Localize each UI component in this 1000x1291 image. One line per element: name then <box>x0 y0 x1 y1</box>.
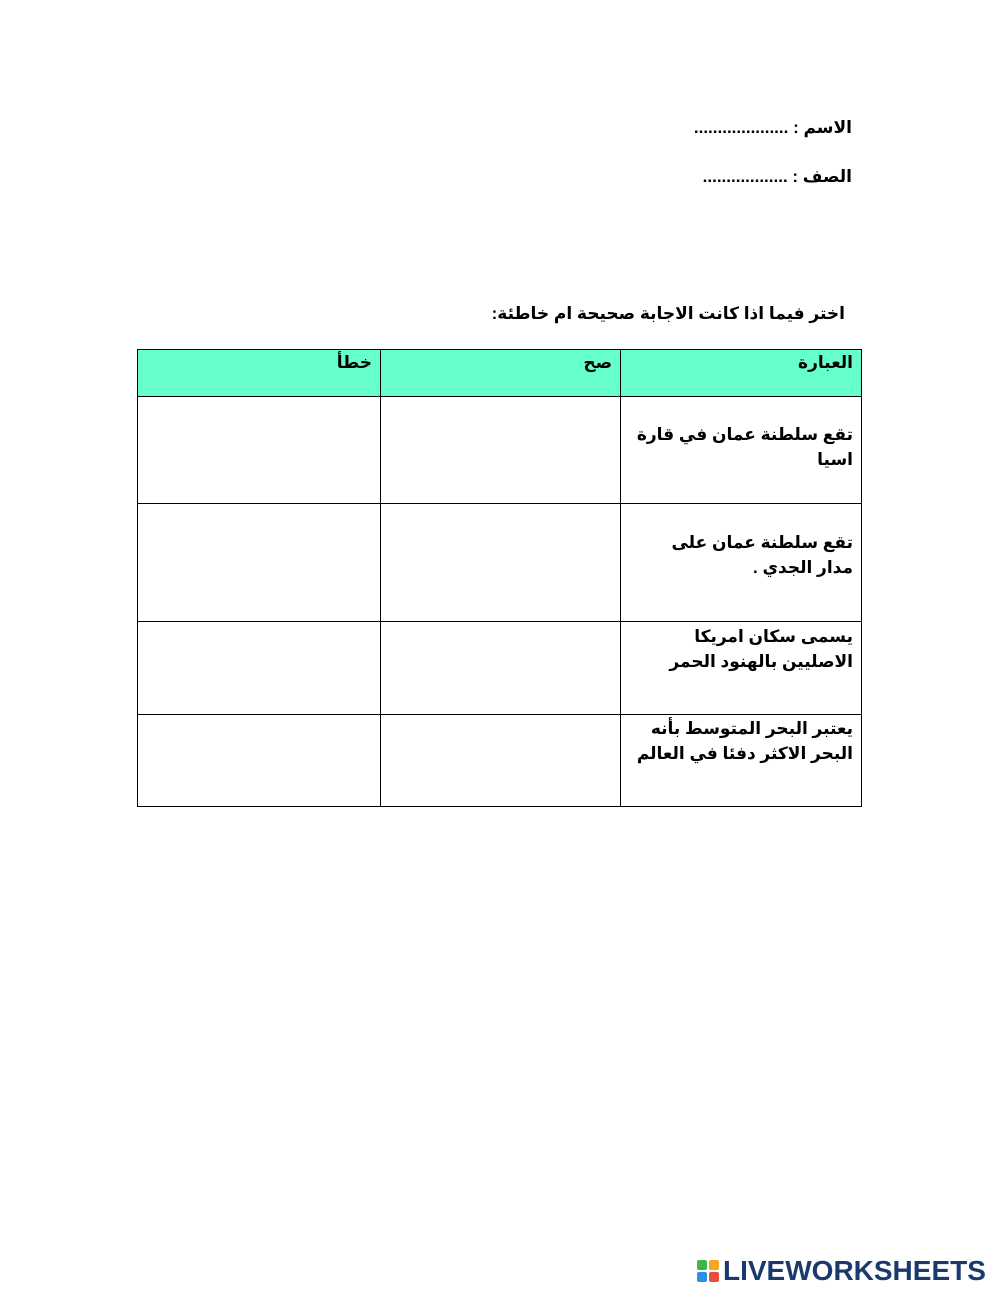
true-answer-cell[interactable] <box>381 504 621 622</box>
header-statement: العبارة <box>621 350 862 397</box>
liveworksheets-logo <box>697 1256 986 1286</box>
liveworksheets-blocks-icon <box>697 1260 719 1282</box>
logo-text: LIVEWORKSHEETS <box>723 1255 986 1286</box>
true-false-table <box>137 349 862 807</box>
statement-cell: يسمى سكان امريكا الاصليين بالهنود الحمر <box>621 622 862 715</box>
false-answer-cell[interactable] <box>138 715 381 807</box>
class-field: الصف : .................. <box>702 167 852 186</box>
true-answer-cell[interactable] <box>381 397 621 504</box>
table-row <box>138 622 862 715</box>
statement-cell: تقع سلطنة عمان في قارة اسيا <box>621 397 862 504</box>
instructions-text: اختر فيما اذا كانت الاجابة صحيحة ام خاطئة: <box>491 304 845 323</box>
true-answer-cell[interactable] <box>381 622 621 715</box>
false-answer-cell[interactable] <box>138 397 381 504</box>
header-false: خطأ <box>138 350 381 397</box>
true-answer-cell[interactable] <box>381 715 621 807</box>
statement-cell: يعتبر البحر المتوسط بأنه البحر الاكثر دفئا في العالم <box>621 715 862 807</box>
table-row <box>138 504 862 622</box>
name-field: الاسم : .................... <box>693 118 852 137</box>
false-answer-cell[interactable] <box>138 622 381 715</box>
table-row <box>138 397 862 504</box>
table-row <box>138 715 862 807</box>
header-true: صح <box>381 350 621 397</box>
false-answer-cell[interactable] <box>138 504 381 622</box>
statement-cell: تقع سلطنة عمان على مدار الجدي . <box>621 504 862 622</box>
table-header-row <box>138 350 862 397</box>
